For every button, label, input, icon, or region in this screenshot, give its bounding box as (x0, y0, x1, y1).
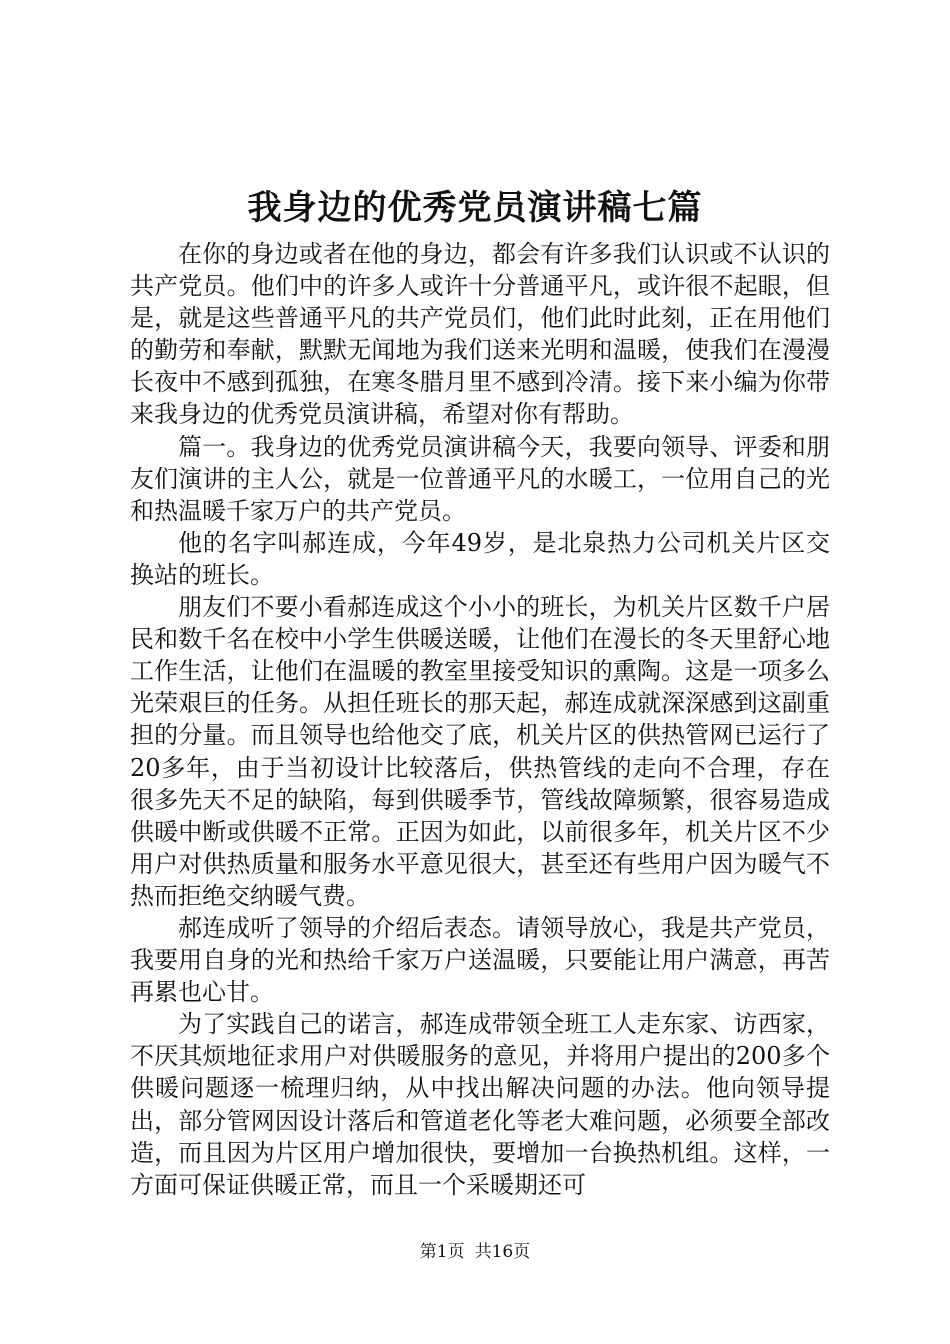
paragraph-pledge: 郝连成听了领导的介绍后表态。请领导放心，我是共产党员，我要用自身的光和热给千家万户送温暖，只要能让用户满意，再苦再累也心甘。 (130, 913, 830, 1007)
page-footer (0, 1240, 950, 1264)
paragraph-part-one: 篇一。我身边的优秀党员演讲稿今天，我要向领导、评委和朋友们演讲的主人公，就是一位普通平凡的水暖工，一位用自己的光和热温暖千家万户的共产党员。 (130, 432, 830, 525)
page-title: 我身边的优秀党员演讲稿七篇 (247, 188, 703, 228)
page-number-total: 共16页 (474, 1242, 531, 1262)
paragraph-name: 他的名字叫郝连成，今年49岁，是北泉热力公司机关片区交换站的班长。 (130, 528, 830, 589)
paragraph-duty: 朋友们不要小看郝连成这个小小的班长，为机关片区数千户居民和数千名在校中小学生供暖送暖，让他们在漫长的冬天里舒心地工作生活，让他们在温暖的教室里接受知识的熏陶。这是一项多么光荣艰巨的任务。从担任班长的那天起，郝连成就深深感到这副重担的分量。而且领导也给他交了底，机关片区的供热管网已运行了20多年，由于当初设计比较落后，供热管线的走向不合理，存在很多先天不足的缺陷，每到供暖季节，管线故障频繁，很容易造成供暖中断或供暖不正常。正因为如此，以前很多年，机关片区不少用户对供热质量和服务水平意见很大，甚至还有些用户因为暖气不热而拒绝交纳暖气费。 (130, 593, 830, 910)
paragraph-action: 为了实践自己的诺言，郝连成带领全班工人走东家、访西家，不厌其烦地征求用户对供暖服务的意见，并将用户提出的200多个供暖问题逐一梳理归纳，从中找出解决问题的办法。他向领导提出，部分管网因设计落后和管道老化等老大难问题，必须要全部改造，而且因为片区用户增加很快，要增加一台换热机组。这样，一方面可保证供暖正常，而且一个采暖期还可 (130, 1010, 830, 1199)
paragraph-intro: 在你的身边或者在他的身边，都会有许多我们认识或不认识的共产党员。他们中的许多人或许十分普通平凡，或许很不起眼，但是，就是这些普通平凡的共产党员们，他们此时此刻，正在用他们的勤劳和奉献，默默无闻地为我们送来光明和温暖，使我们在漫漫长夜中不感到孤独，在寒冬腊月里不感到冷清。接下来小编为你带来我身边的优秀党员演讲稿，希望对你有帮助。 (130, 240, 830, 429)
document-body (130, 238, 830, 1201)
page-number-current: 第1页 (419, 1242, 465, 1262)
